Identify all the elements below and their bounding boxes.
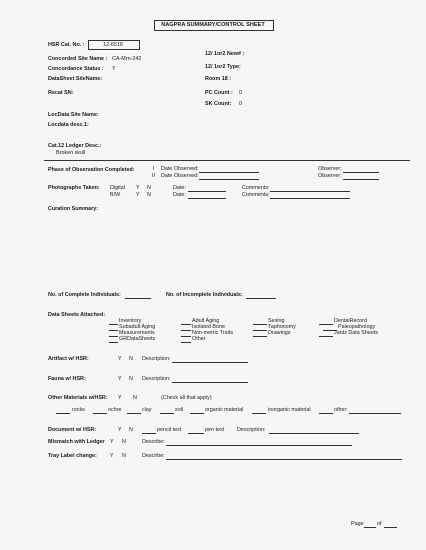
- photo-comments-2-field[interactable]: [270, 198, 350, 199]
- recat-sn-label: Recat SN:: [48, 90, 74, 96]
- footer-of-label: of: [377, 521, 382, 527]
- locdata-desc-label: Locdata desc.1:: [48, 122, 89, 128]
- document-description-label: Description:: [237, 427, 266, 433]
- datasheet-check[interactable]: [109, 324, 118, 325]
- mismatch-no[interactable]: N: [122, 439, 126, 445]
- material-ochre: ochre: [108, 407, 122, 413]
- material-check[interactable]: [160, 413, 174, 414]
- concordance-status-value: Y: [112, 66, 116, 72]
- datasheet-check[interactable]: [319, 336, 333, 337]
- datasheet-check[interactable]: [181, 342, 191, 343]
- observer-1-field[interactable]: [343, 172, 379, 173]
- datasheet-check[interactable]: [253, 336, 267, 337]
- datasheet-jantz: Jantz Data Sheets: [334, 330, 379, 336]
- datasheet-check[interactable]: [109, 330, 118, 331]
- datasheet-subadult-aging: Subadult Aging: [119, 324, 156, 330]
- curation-summary-label: Curation Summary:: [48, 206, 99, 212]
- datasheet-adult-aging: Adult Aging: [192, 318, 220, 324]
- datasheet-check[interactable]: [253, 330, 267, 331]
- photo-comments-1-label: Comments:: [242, 185, 270, 191]
- material-clay: clay: [142, 407, 152, 413]
- photo-date-1-field[interactable]: [188, 191, 226, 192]
- datasheet-grdatasheets: GRDataSheets: [119, 336, 156, 342]
- datasheet-dental-record: DentalRecord: [334, 318, 367, 324]
- tray-yes[interactable]: Y: [110, 453, 114, 459]
- type-label: 12/ 1or2 Type:: [205, 64, 241, 70]
- artifact-yes[interactable]: Y: [118, 356, 122, 362]
- document-yes[interactable]: Y: [118, 427, 122, 433]
- material-check[interactable]: [56, 413, 70, 414]
- incomplete-individuals-label: No. of Incomplete Individuals:: [166, 292, 243, 298]
- fauna-yes[interactable]: Y: [118, 376, 122, 382]
- ledger-desc-label: Cat.12 Ledger Desc.:: [48, 143, 102, 149]
- material-organic: organic material: [205, 407, 244, 413]
- sk-count-value: 0: [239, 101, 242, 107]
- photo-comments-2-label: Comments:: [242, 192, 270, 198]
- incomplete-individuals-field[interactable]: [246, 298, 276, 299]
- material-soil: soil: [175, 407, 184, 413]
- footer-page-label: Page: [351, 521, 364, 527]
- other-materials-note: (Check all that apply): [161, 395, 212, 401]
- datasheet-check[interactable]: [319, 324, 333, 325]
- mismatch-describe-label: Describe:: [142, 439, 165, 445]
- document-pen-text: pen text: [205, 427, 225, 433]
- datasheet-check[interactable]: [109, 342, 118, 343]
- fauna-description-label: Description:: [142, 376, 171, 382]
- artifact-no[interactable]: N: [129, 356, 133, 362]
- datasheet-check[interactable]: [253, 324, 267, 325]
- photo-digital-yes[interactable]: Y: [136, 185, 140, 191]
- datasheet-site-label: DataSheet SiteName:: [48, 76, 103, 82]
- observer-2-label: Observer:: [318, 173, 342, 179]
- document-label: Document w/ HSR:: [48, 427, 97, 433]
- observer-1-label: Observer:: [318, 166, 342, 172]
- photo-digital-no[interactable]: N: [147, 185, 151, 191]
- mismatch-yes[interactable]: Y: [110, 439, 114, 445]
- datasheets-label: Data Sheets Attached:: [48, 312, 106, 318]
- photo-bw-no[interactable]: N: [147, 192, 151, 198]
- date-observed-2-label: Date Observed:: [161, 173, 199, 179]
- datasheet-drawings: Drawings: [268, 330, 291, 336]
- document-description-field[interactable]: [269, 433, 359, 434]
- material-other: other:: [334, 407, 348, 413]
- other-materials-label: Other Materials w/HSR:: [48, 395, 108, 401]
- photo-date-2-label: Date:: [173, 192, 186, 198]
- hsr-cat-no-label: HSR Cat. No. :: [48, 42, 85, 48]
- phase-1-label: I: [153, 166, 155, 172]
- artifact-description-label: Description:: [142, 356, 171, 362]
- photo-digital-label: Digital: [110, 185, 125, 191]
- artifact-description-field[interactable]: [172, 362, 248, 363]
- date-observed-1-field[interactable]: [199, 172, 259, 173]
- datasheet-check[interactable]: [109, 336, 118, 337]
- other-materials-yes[interactable]: Y: [118, 395, 122, 401]
- material-check[interactable]: [190, 413, 204, 414]
- concorded-site-label: Concorded Site Name :: [48, 56, 108, 62]
- mismatch-describe-field[interactable]: [166, 445, 352, 446]
- datasheet-other: Other: [192, 336, 206, 342]
- footer-page-field[interactable]: [364, 527, 376, 528]
- concorded-site-value: CA-Mrn-242: [112, 56, 142, 62]
- photographs-label: Photographs Taken:: [48, 185, 100, 191]
- room-label: Room 18 :: [205, 76, 232, 82]
- document-pencil-text: pencil text: [157, 427, 182, 433]
- fauna-description-field[interactable]: [172, 382, 248, 383]
- pc-count-label: PC Count :: [205, 90, 233, 96]
- pc-count-value: 0: [239, 90, 242, 96]
- page-title: NAGPRA SUMMARY/CONTROL SHEET: [161, 21, 265, 28]
- material-inorganic: inorganic material: [268, 407, 311, 413]
- date-observed-2-field[interactable]: [199, 179, 259, 180]
- pen-check[interactable]: [188, 433, 204, 434]
- concordance-status-label: Concordance Status :: [48, 66, 104, 72]
- complete-individuals-label: No. of Complete Individuals:: [48, 292, 121, 298]
- observer-2-field[interactable]: [343, 179, 379, 180]
- tray-describe-field[interactable]: [166, 459, 402, 460]
- observation-label: Phase of Observation Completed:: [48, 167, 135, 173]
- datasheet-check[interactable]: [181, 330, 191, 331]
- ledger-desc-value: Broken skull: [56, 150, 86, 156]
- datasheet-check[interactable]: [181, 336, 191, 337]
- phase-2-label: II: [152, 173, 155, 179]
- locdata-site-label: LocData Site Name:: [48, 112, 99, 118]
- complete-individuals-field[interactable]: [125, 298, 151, 299]
- hsr-cat-no-value: 12-6518: [103, 41, 123, 48]
- datasheet-nonmetric-traits: Non-metric Traits: [192, 330, 234, 336]
- divider-top: [44, 160, 410, 161]
- tray-no[interactable]: N: [122, 453, 126, 459]
- datasheet-check[interactable]: [181, 324, 191, 325]
- mismatch-label: Mismatch with Ledger: [48, 439, 105, 445]
- fauna-label: Fauna w/ HSR:: [48, 376, 86, 382]
- datasheet-sexing: Sexing: [268, 318, 285, 324]
- sk-count-label: SK Count:: [205, 101, 232, 107]
- material-check[interactable]: [252, 413, 266, 414]
- datasheet-inventory: Inventory: [119, 318, 142, 324]
- material-check[interactable]: [319, 413, 333, 414]
- datasheet-measurements: Measurements: [119, 330, 155, 336]
- pencil-check[interactable]: [142, 433, 156, 434]
- new-number-label: 12/ 1or2 New# :: [205, 51, 245, 57]
- document-no[interactable]: N: [129, 427, 133, 433]
- photo-date-2-field[interactable]: [188, 198, 226, 199]
- photo-bw-yes[interactable]: Y: [136, 192, 140, 198]
- date-observed-1-label: Date Observed:: [161, 166, 199, 172]
- material-check[interactable]: [93, 413, 107, 414]
- other-materials-no[interactable]: N: [133, 395, 137, 401]
- datasheet-isolated-bone: Isolated Bone: [192, 324, 225, 330]
- tray-describe-label: Describe:: [142, 453, 165, 459]
- datasheet-paleopathology: Paleopathology: [338, 324, 376, 330]
- material-rocks: rocks: [72, 407, 85, 413]
- datasheet-taphonomy: Taphonomy: [268, 324, 296, 330]
- photo-comments-1-field[interactable]: [270, 191, 350, 192]
- fauna-no[interactable]: N: [129, 376, 133, 382]
- footer-of-field[interactable]: [384, 527, 397, 528]
- tray-label: Tray Label change:: [48, 453, 97, 459]
- photo-date-1-label: Date:: [173, 185, 186, 191]
- photo-bw-label: B/W: [110, 192, 121, 198]
- artifact-label: Artifact w/ HSR:: [48, 356, 89, 362]
- material-check[interactable]: [127, 413, 141, 414]
- material-other-field[interactable]: [349, 413, 401, 414]
